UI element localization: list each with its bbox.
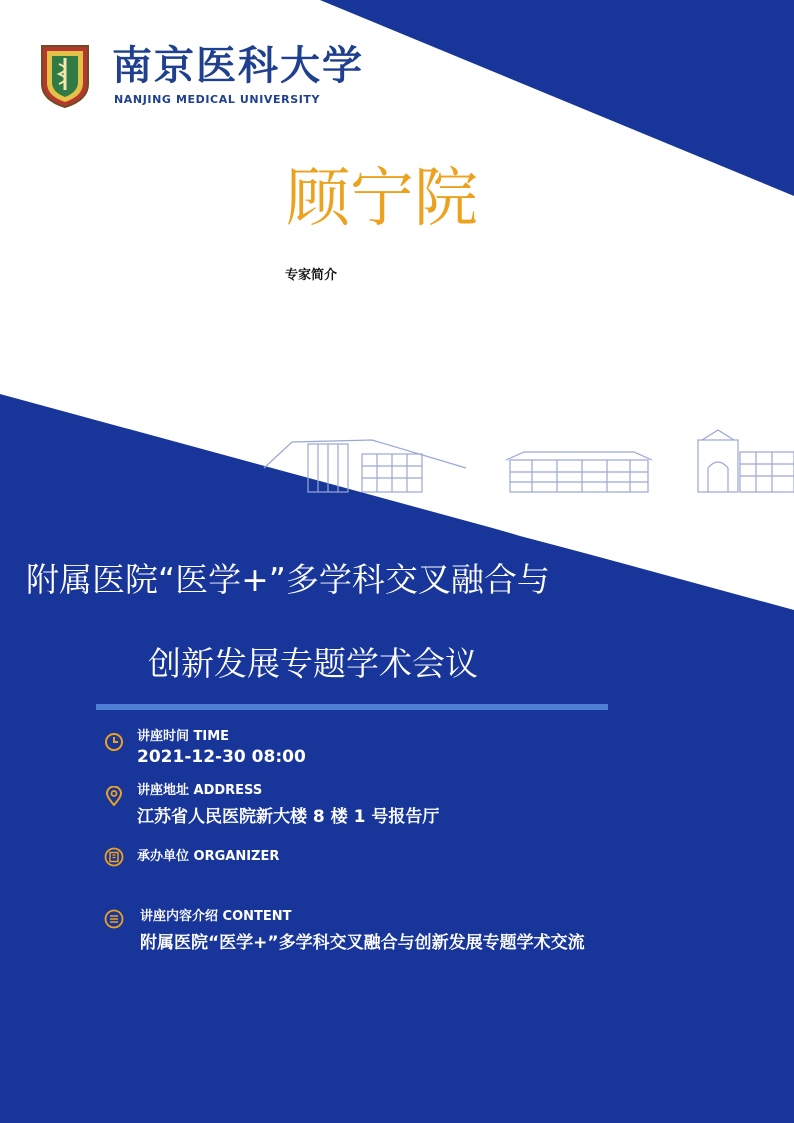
location-pin-icon bbox=[104, 786, 124, 806]
campus-skyline-illustration bbox=[262, 428, 794, 494]
clock-icon bbox=[104, 732, 124, 752]
event-title-line-2: 创新发展专题学术会议 bbox=[148, 644, 478, 683]
title-divider-bar bbox=[96, 704, 608, 710]
time-value: 2021-12-30 08:00 bbox=[137, 747, 306, 767]
event-title-line-1: 附属医院“医学+”多学科交叉融合与 bbox=[26, 560, 550, 599]
organizer-label: 承办单位 ORGANIZER bbox=[137, 849, 280, 864]
content-label: 讲座内容介绍 CONTENT bbox=[140, 909, 292, 924]
university-name-chinese: 南京医科大学 bbox=[112, 42, 364, 89]
university-name-english: NANJING MEDICAL UNIVERSITY bbox=[114, 93, 321, 106]
content-value: 附属医院“医学+”多学科交叉融合与创新发展专题学术交流 bbox=[140, 933, 585, 953]
address-value: 江苏省人民医院新大楼 8 楼 1 号报告厅 bbox=[137, 807, 440, 827]
speaker-name: 顾宁院 bbox=[286, 162, 478, 236]
speaker-intro-label: 专家简介 bbox=[285, 268, 338, 283]
time-label: 讲座时间 TIME bbox=[137, 729, 230, 744]
building-icon bbox=[104, 847, 124, 867]
address-label: 讲座地址 ADDRESS bbox=[137, 783, 263, 798]
document-list-icon bbox=[104, 909, 124, 929]
university-emblem-icon bbox=[40, 44, 90, 108]
